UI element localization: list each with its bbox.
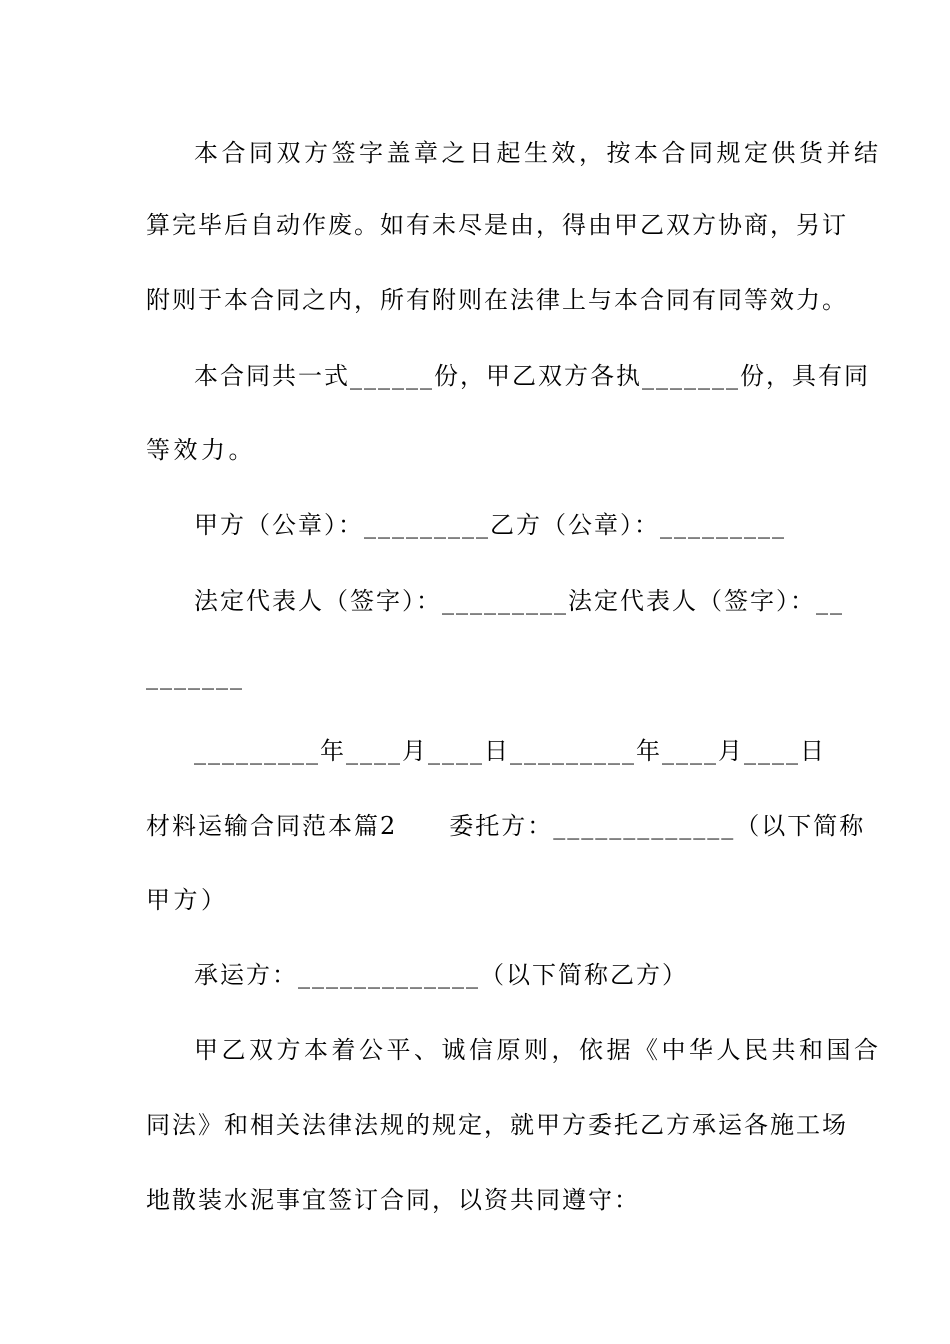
paragraph-line-contract-law: 同法》和相关法律法规的规定，就甲方委托乙方承运各施工场 — [146, 1111, 848, 1139]
paragraph-line-principles: 甲乙双方本着公平、诚信原则，依据《中华人民共和国合 — [194, 1036, 882, 1064]
signature-blank-continuation: _______ — [146, 662, 244, 690]
paragraph-line-equal-effect: 等效力。 — [146, 436, 256, 464]
seal-line: 甲方（公章）：_________乙方（公章）：_________ — [194, 511, 786, 539]
section-heading-line: 材料运输合同范本篇2 委托方：_____________（以下简称 — [146, 812, 866, 840]
paragraph-line-effective-date: 本合同双方签字盖章之日起生效，按本合同规定供货并结 — [194, 139, 882, 167]
date-line: _________年____月____日_________年____月____日 — [194, 737, 826, 765]
party-a-continuation: 甲方） — [146, 886, 229, 914]
paragraph-line-termination: 算完毕后自动作废。如有未尽是由，得由甲乙双方协商，另订 — [146, 211, 848, 239]
paragraph-line-cement-transport: 地散装水泥事宜签订合同，以资共同遵守： — [146, 1186, 640, 1214]
representative-signature-line: 法定代表人（签字）：_________法定代表人（签字）：__ — [194, 587, 844, 615]
carrier-line: 承运方：_____________（以下简称乙方） — [194, 961, 688, 989]
paragraph-line-appendix: 附则于本合同之内，所有附则在法律上与本合同有同等效力。 — [146, 286, 848, 314]
paragraph-line-copies: 本合同共一式______份，甲乙双方各执_______份，具有同 — [194, 362, 870, 390]
